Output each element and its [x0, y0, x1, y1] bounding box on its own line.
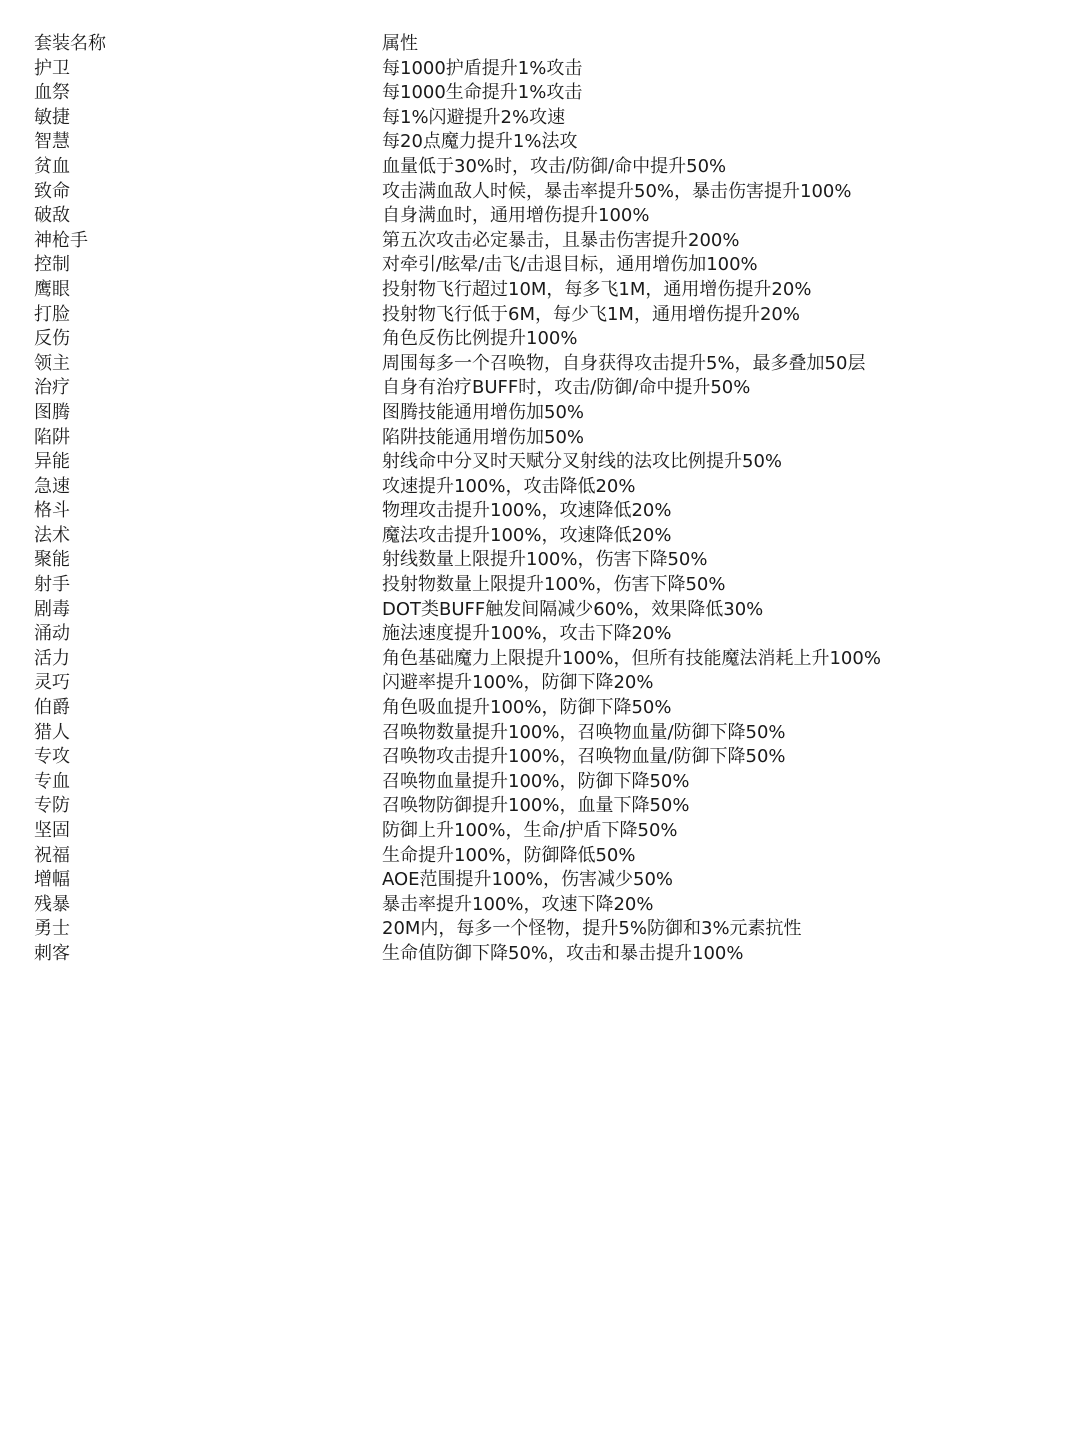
table-row — [0, 106, 1080, 131]
attribute-cell: 自身有治疗BUFF时，攻击/防御/命中提升50% — [382, 377, 751, 399]
table-row — [0, 278, 1080, 303]
attribute-cell: 陷阱技能通用增伤加50% — [382, 426, 585, 448]
set-name-cell: 血祭 — [34, 82, 70, 104]
set-name-cell: 涌动 — [34, 623, 70, 645]
attribute-cell: 攻击满血敌人时候，暴击率提升50%，暴击伤害提升100% — [382, 180, 852, 202]
table-row — [0, 327, 1080, 352]
set-name-cell: 勇士 — [34, 918, 70, 940]
attribute-cell: 对牵引/眩晕/击飞/击退目标，通用增伤加100% — [382, 254, 758, 276]
header-set-name: 套装名称 — [34, 33, 106, 54]
set-name-cell: 活力 — [34, 647, 70, 669]
attribute-cell: 物理攻击提升100%，攻速降低20% — [382, 500, 672, 522]
table-row — [0, 598, 1080, 623]
set-name-cell: 射手 — [34, 574, 70, 596]
set-name-cell: 聚能 — [34, 549, 70, 571]
header-attribute: 属性 — [382, 33, 418, 54]
attribute-cell: 闪避率提升100%，防御下降20% — [382, 672, 654, 694]
table-row — [0, 303, 1080, 328]
table-row — [0, 401, 1080, 426]
table-row — [0, 475, 1080, 500]
attribute-cell: 投射物飞行低于6M，每少飞1M，通用增伤提升20% — [382, 303, 800, 325]
table-row — [0, 204, 1080, 229]
set-attribute-table — [0, 32, 1080, 967]
table-row — [0, 450, 1080, 475]
attribute-cell: 角色基础魔力上限提升100%，但所有技能魔法消耗上升100% — [382, 647, 881, 669]
attribute-cell: 召唤物防御提升100%，血量下降50% — [382, 795, 690, 817]
set-name-cell: 异能 — [34, 451, 70, 473]
attribute-cell: 攻速提升100%，攻击降低20% — [382, 475, 636, 497]
set-name-cell: 专血 — [34, 770, 70, 792]
attribute-cell: AOE范围提升100%，伤害减少50% — [382, 869, 674, 891]
attribute-cell: 投射物飞行超过10M，每多飞1M，通用增伤提升20% — [382, 278, 812, 300]
table-row — [0, 180, 1080, 205]
set-name-cell: 专防 — [34, 795, 70, 817]
attribute-cell: 角色反伤比例提升100% — [382, 328, 578, 350]
table-row — [0, 130, 1080, 155]
attribute-cell: 周围每多一个召唤物，自身获得攻击提升5%，最多叠加50层 — [382, 352, 866, 374]
attribute-cell: 召唤物攻击提升100%，召唤物血量/防御下降50% — [382, 746, 786, 768]
attribute-cell: 魔法攻击提升100%，攻速降低20% — [382, 524, 672, 546]
set-name-cell: 灵巧 — [34, 672, 70, 694]
set-name-cell: 急速 — [34, 475, 70, 497]
set-name-cell: 伯爵 — [34, 697, 70, 719]
attribute-cell: 每20点魔力提升1%法攻 — [382, 131, 578, 153]
attribute-cell: 20M内，每多一个怪物，提升5%防御和3%元素抗性 — [382, 918, 802, 940]
attribute-cell: 生命值防御下降50%，攻击和暴击提升100% — [382, 942, 744, 964]
table-row — [0, 524, 1080, 549]
set-name-cell: 格斗 — [34, 500, 70, 522]
table-row — [0, 770, 1080, 795]
set-name-cell: 图腾 — [34, 401, 70, 423]
attribute-cell: 射线数量上限提升100%，伤害下降50% — [382, 549, 708, 571]
set-name-cell: 破敌 — [34, 205, 70, 227]
table-row — [0, 57, 1080, 82]
set-name-cell: 神枪手 — [34, 229, 88, 251]
attribute-cell: 暴击率提升100%，攻速下降20% — [382, 893, 654, 915]
table-row — [0, 819, 1080, 844]
set-name-cell: 控制 — [34, 254, 70, 276]
table-row — [0, 376, 1080, 401]
table-row — [0, 721, 1080, 746]
table-header-row — [0, 32, 1080, 57]
attribute-cell: 施法速度提升100%，攻击下降20% — [382, 623, 672, 645]
table-row — [0, 622, 1080, 647]
set-name-cell: 护卫 — [34, 57, 70, 79]
attribute-cell: 防御上升100%，生命/护盾下降50% — [382, 820, 678, 841]
table-row — [0, 155, 1080, 180]
set-name-cell: 陷阱 — [34, 426, 70, 448]
set-name-cell: 敏捷 — [34, 106, 70, 128]
set-name-cell: 治疗 — [34, 377, 70, 399]
set-name-cell: 法术 — [34, 524, 70, 546]
set-name-cell: 贫血 — [34, 155, 70, 177]
attribute-cell: 射线命中分叉时天赋分叉射线的法攻比例提升50% — [382, 451, 783, 473]
attribute-cell: 图腾技能通用增伤加50% — [382, 401, 585, 423]
table-row — [0, 426, 1080, 451]
table-row — [0, 548, 1080, 573]
attribute-cell: 召唤物数量提升100%，召唤物血量/防御下降50% — [382, 721, 786, 743]
attribute-cell: 每1%闪避提升2%攻速 — [382, 106, 566, 128]
table-row — [0, 942, 1080, 967]
table-row — [0, 868, 1080, 893]
attribute-cell: 血量低于30%时，攻击/防御/命中提升50% — [382, 155, 727, 177]
table-row — [0, 499, 1080, 524]
attribute-cell: 生命提升100%，防御降低50% — [382, 844, 636, 866]
table-body — [0, 57, 1080, 967]
set-name-cell: 智慧 — [34, 131, 70, 153]
table-row — [0, 745, 1080, 770]
set-name-cell: 反伤 — [34, 328, 70, 350]
table-row — [0, 794, 1080, 819]
set-name-cell: 坚固 — [34, 820, 70, 841]
set-name-cell: 致命 — [34, 180, 70, 202]
attribute-cell: 每1000护盾提升1%攻击 — [382, 57, 583, 79]
table-row — [0, 844, 1080, 869]
table-row — [0, 696, 1080, 721]
attribute-cell: 投射物数量上限提升100%，伤害下降50% — [382, 574, 726, 596]
set-name-cell: 剧毒 — [34, 598, 70, 620]
table-row — [0, 253, 1080, 278]
set-name-cell: 刺客 — [34, 942, 70, 964]
set-name-cell: 残暴 — [34, 893, 70, 915]
table-row — [0, 893, 1080, 918]
table-row — [0, 647, 1080, 672]
attribute-cell: 每1000生命提升1%攻击 — [382, 82, 583, 104]
table-row — [0, 573, 1080, 598]
table-row — [0, 671, 1080, 696]
set-name-cell: 猎人 — [34, 721, 70, 743]
set-name-cell: 领主 — [34, 352, 70, 374]
set-name-cell: 打脸 — [34, 303, 70, 325]
table-row — [0, 229, 1080, 254]
set-name-cell: 鹰眼 — [34, 278, 70, 300]
table-row — [0, 352, 1080, 377]
attribute-cell: 召唤物血量提升100%，防御下降50% — [382, 770, 690, 792]
attribute-cell: DOT类BUFF触发间隔减少60%，效果降低30% — [382, 598, 764, 620]
attribute-cell: 自身满血时，通用增伤提升100% — [382, 205, 650, 227]
table-row — [0, 917, 1080, 942]
set-name-cell: 祝福 — [34, 844, 70, 866]
attribute-cell: 第五次攻击必定暴击，且暴击伤害提升200% — [382, 229, 740, 251]
set-name-cell: 增幅 — [34, 869, 70, 891]
table-row — [0, 81, 1080, 106]
set-name-cell: 专攻 — [34, 746, 70, 768]
attribute-cell: 角色吸血提升100%，防御下降50% — [382, 697, 672, 719]
